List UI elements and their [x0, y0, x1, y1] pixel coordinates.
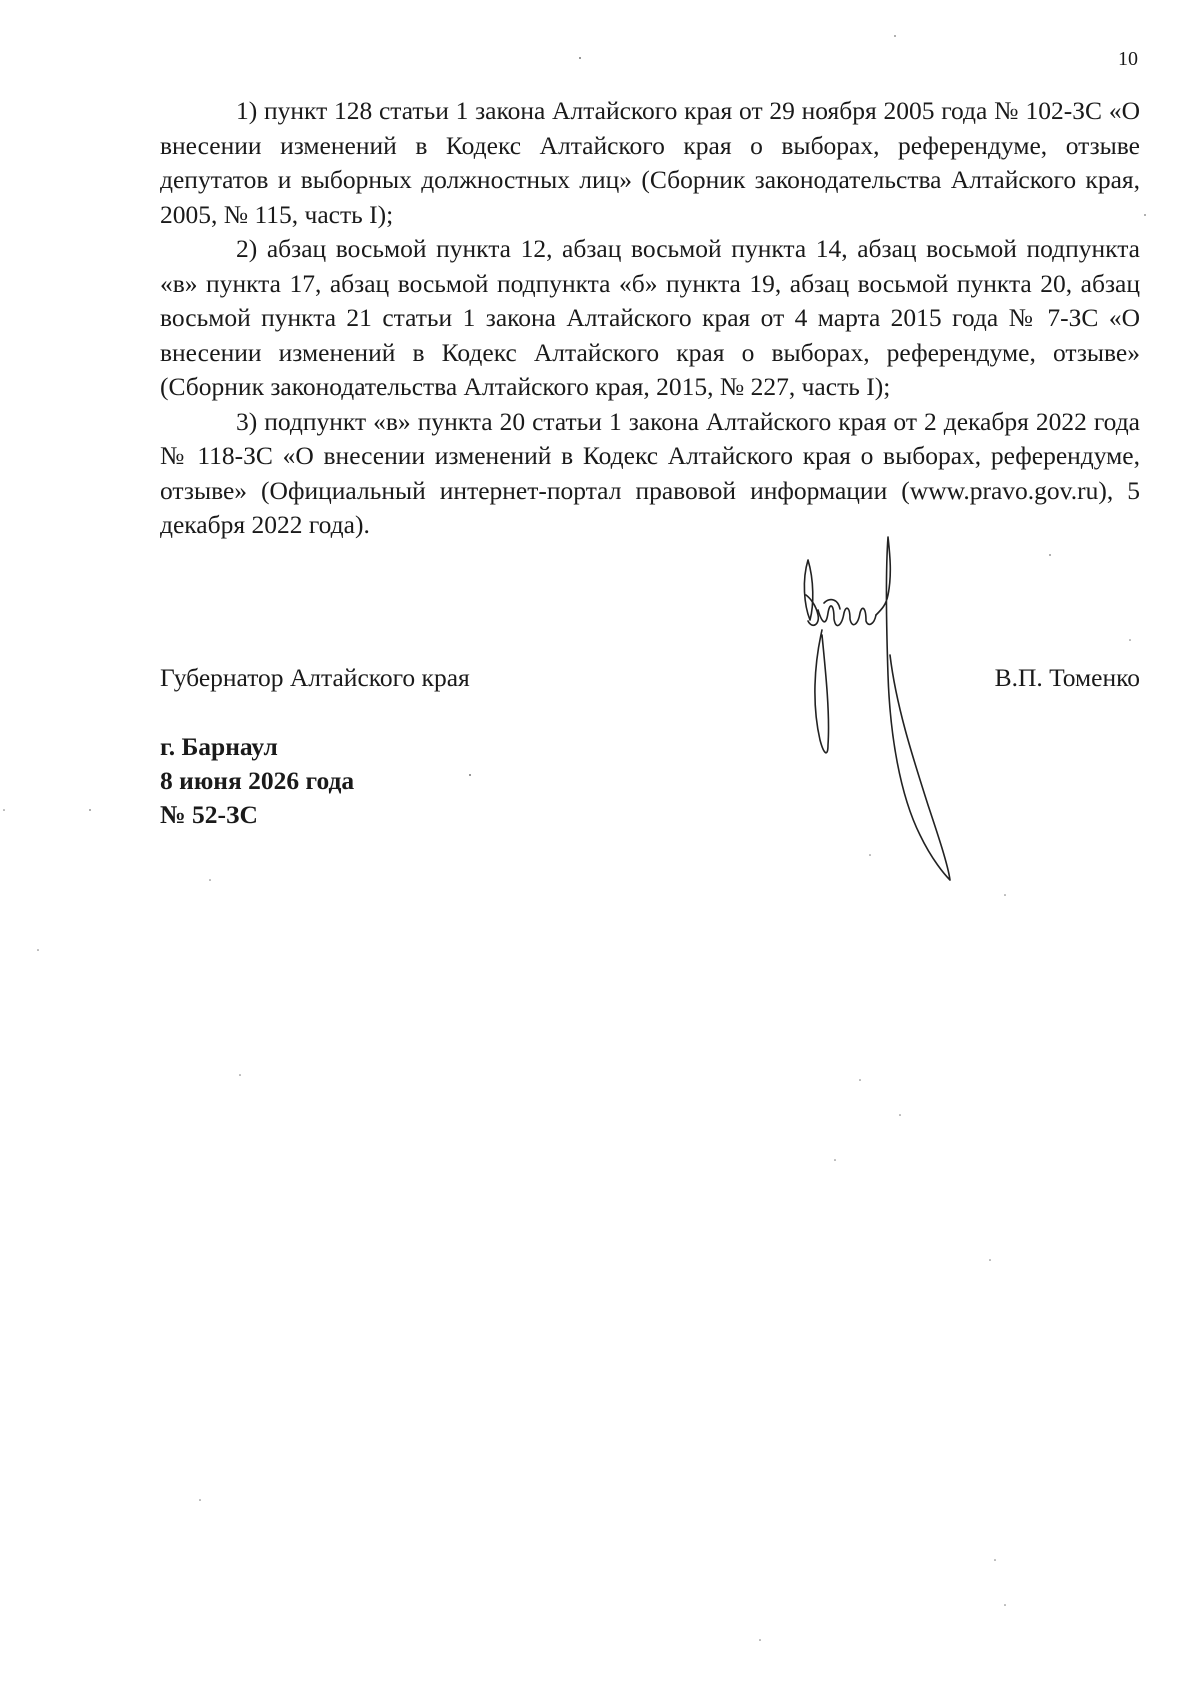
paragraph-1: 1) пункт 128 статьи 1 закона Алтайского края от 29 ноября 2005 года № 102-ЗС «О внесении изменений в Кодекс Алтайского края о выборах, референдуме, отзыве депутатов и выборных должностных лиц» (Сборник законодательства Алтайского края, 2005, № 115, часть I);	[160, 96, 1140, 229]
page-number: 10	[1118, 48, 1138, 70]
signatory-title: Губернатор Алтайского края	[160, 663, 470, 692]
paragraph-3: 3) подпункт «в» пункта 20 статьи 1 закона Алтайского края от 2 декабря 2022 года № 118-ЗС «О внесении изменений в Кодекс Алтайского края о выборах, референдуме, отзыве» (Официальный интернет-портал правовой информации (www.pravo.gov.ru), 5 декабря 2022 года).	[160, 406, 1140, 539]
date: 8 июня 2026 года	[160, 766, 355, 795]
city: г. Барнаул	[160, 732, 278, 761]
document-number: № 52-ЗС	[160, 800, 258, 829]
paragraph-2: 2) абзац восьмой пункта 12, абзац восьмой пункта 14, абзац восьмой подпункта «в» пункта 17, абзац восьмой подпункта «б» пункта 19, абзац восьмой пункта 20, абзац восьмой пункта 21 статьи 1 закона Алтайского края от 4 марта 2015 года № 7-ЗС «О внесении изменений в Кодекс Алтайского края о выборах, референдуме, отзыве» (Сборник законодательства Алтайского края, 2015, № 227, часть I);	[160, 234, 1140, 401]
signature-block	[160, 663, 1140, 697]
signatory-name: В.П. Томенко	[994, 663, 1140, 692]
handwritten-signature	[800, 535, 975, 920]
document-meta	[160, 730, 354, 832]
document-body	[160, 94, 1140, 543]
